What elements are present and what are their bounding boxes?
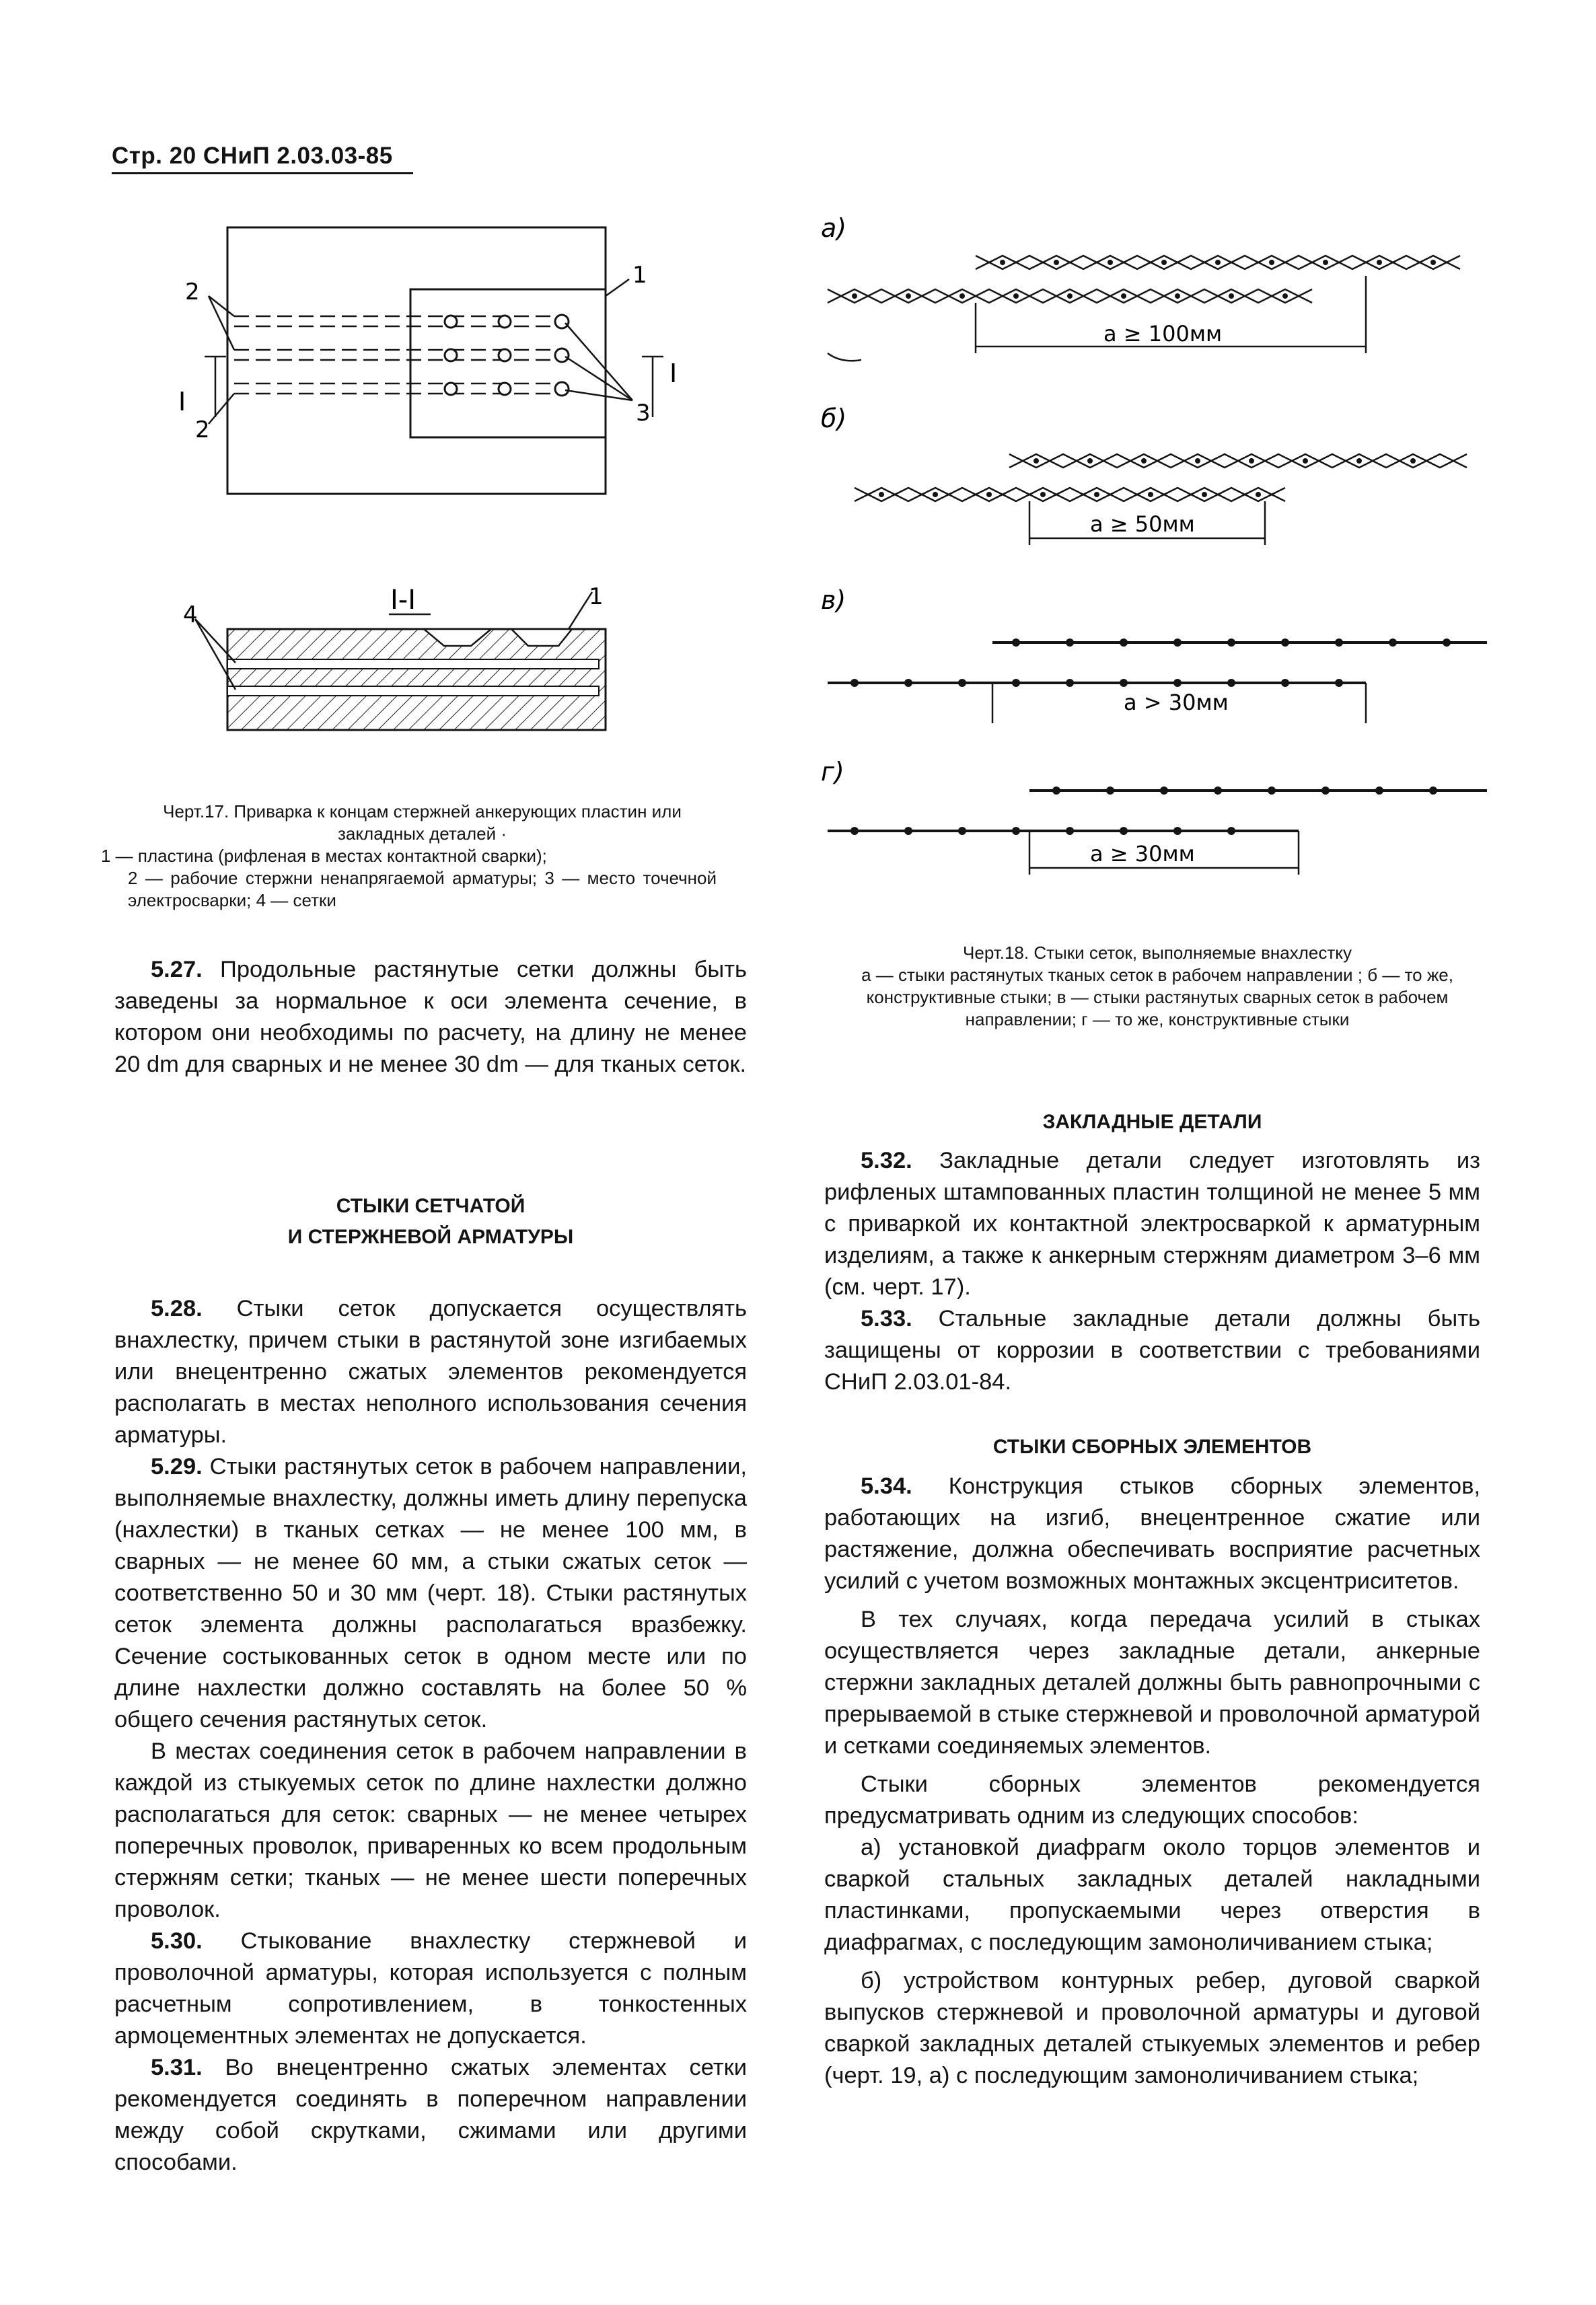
paragraph-number: 5.32. [861, 1148, 912, 1173]
section-mark-left: I [178, 387, 186, 416]
figure-18-caption [824, 942, 1490, 1031]
dim-v: a > 30мм [1124, 690, 1229, 715]
section-title: I-I [390, 585, 416, 616]
panel-label-g: г) [821, 757, 844, 786]
paragraph-5-27 [114, 954, 747, 1081]
label-3: 3 [636, 400, 651, 427]
paragraph-5-34-c: Стыки сборных элементов рекомендуется предусматривать одним из следующих способов: [824, 1771, 1480, 1829]
paragraph-text: Стальные закладные детали должны быть защищены от коррозии в соответствии с требованиями СНиП 2.03.01-84. [824, 1306, 1480, 1395]
label-1-section: 1 [589, 583, 604, 610]
figure-18-drawing [807, 202, 1500, 915]
figure-17-drawing [161, 215, 700, 740]
paragraph-text: Стыкование внахлестку стержневой и проволочной арматуры, которая используется с полным расчетным сопротивлением, в тонкостенных армоцементных элементах не допускается. [114, 1928, 747, 2049]
paragraph-5-34-e: б) устройством контурных ребер, дуговой сваркой выпусков стержневой и проволочной арматуры и дуговой сваркой закладных деталей стыкуемых элементов и ребер (черт. 19, а) с последующим замоноличиванием стыка; [824, 1968, 1480, 2088]
label-2-top: 2 [185, 279, 200, 305]
paragraph-5-34 [824, 1471, 1480, 1597]
figure-17-caption-item-1: 1 — пластина (рифленая в местах контактной сварки); [101, 846, 547, 866]
label-1: 1 [632, 262, 647, 289]
heading-line-1: СТЫКИ СЕТЧАТОЙ [336, 1195, 525, 1217]
paragraph-5-31 [114, 2052, 747, 2179]
dim-g: a ≥ 30мм [1090, 841, 1195, 867]
figure-18-caption-body: а — стыки растянутых тканых сеток в рабочем направлении ; б — то же, конструктивные стыки; в — стыки растянутых сварных сеток в рабочем направлении; г — то же, конструктивные стыки [861, 965, 1453, 1029]
paragraph-text: Закладные детали следует изготовлять из рифленых штампованных пластин толщиной не менее 5 мм с приваркой их контактной электросваркой к арматурным изделиям, а также к анкерным стержням диаметром 3–6 мм (см. черт. 17). [824, 1148, 1480, 1300]
label-4: 4 [183, 601, 198, 628]
section-heading-precast-joints: СТЫКИ СБОРНЫХ ЭЛЕМЕНТОВ [992, 1436, 1312, 1458]
paragraph-number: 5.31. [151, 2055, 203, 2080]
paragraph-text: Во внецентренно сжатых элементах сетки рекомендуется соединять в поперечном направлении между собой скрутками, сжимами или другими способами. [114, 2055, 747, 2175]
section-mark-right: I [669, 359, 678, 388]
paragraph-5-28 [114, 1293, 747, 1451]
panel-label-v: в) [821, 585, 846, 615]
paragraph-5-30 [114, 1926, 747, 2052]
figure-18-caption-title: Черт.18. Стыки сеток, выполняемые внахлестку [963, 943, 1352, 963]
paragraph-5-29 [114, 1451, 747, 1736]
section-heading-embedded-parts: ЗАКЛАДНЫЕ ДЕТАЛИ [1042, 1111, 1262, 1133]
paragraph-text: Стыки сеток допускается осуществлять внахлестку, причем стыки в растянутой зоне изгибаемых или внецентренно сжатых элементов рекомендуется располагать в местах неполного использования сечения арматуры. [114, 1296, 747, 1448]
paragraph-number: 5.28. [151, 1296, 203, 1321]
panel-label-a: а) [821, 213, 847, 243]
paragraph-text: Продольные растянутые сетки должны быть заведены за нормальное к оси элемента сечение, в котором они необходимы по расчету, на длину не менее 20 dm для сварных и не менее 30 dm — для тканых сеток. [114, 957, 747, 1077]
paragraph-number: 5.34. [861, 1473, 912, 1499]
heading-line-2: И СТЕРЖНЕВОЙ АРМАТУРЫ [287, 1226, 574, 1248]
paragraph-text: Стыки растянутых сеток в рабочем направлении, выполняемые внахлестку, должны иметь длину перепуска (нахлестки) в тканых сетках — не менее 100 мм, в сварных — не менее 60 мм, а стыки сжатых сеток — соответственно 50 и 30 мм (черт. 18). Стыки растянутых сеток элемента должны располагаться вразбежку. Сечение состыкованных сеток в одном месте или по длине нахлестки должно составлять на более 50 % общего сечения растянутых сеток. [114, 1454, 747, 1732]
figure-17-caption-item-2: 2 — рабочие стержни ненапрягаемой арматуры; 3 — место точечной электросварки; 4 — сетки [128, 868, 717, 910]
header-rule [112, 172, 413, 174]
paragraph-number: 5.30. [151, 1928, 203, 1954]
paragraph-5-33 [824, 1303, 1480, 1398]
label-2-bottom: 2 [195, 416, 210, 443]
paragraph-5-34-b: В тех случаях, когда передача усилий в стыках осуществляется через закладные детали, анкерные стержни закладных деталей должны быть равнопрочными с прерываемой в стыке стержневой и проволочной арматурой и сетками соединяемых элементов. [824, 1607, 1480, 1759]
dim-a: a ≥ 100мм [1103, 321, 1223, 346]
panel-label-b: б) [821, 404, 847, 433]
paragraph-number: 5.29. [151, 1454, 203, 1479]
page-header: Стр. 20 СНиП 2.03.03-85 [112, 143, 393, 169]
right-column-body-2 [824, 1471, 1480, 2092]
section-heading-joints [114, 1191, 747, 1253]
paragraph-number: 5.27. [151, 957, 203, 982]
left-column-body [114, 1293, 747, 2179]
figure-17-caption-title: Черт.17. Приварка к концам стержней анкерующих пластин или закладных деталей · [163, 801, 682, 844]
figure-17-caption [101, 801, 743, 912]
paragraph-5-29-b: В местах соединения сеток в рабочем направлении в каждой из стыкуемых сеток по длине нахлестки должно располагаться для сеток: сварных — не менее четырех поперечных проволок, приваренных ко всем продольным стержням сетки; тканых — не менее шести поперечных проволок. [114, 1739, 747, 1922]
right-column-body-1 [824, 1145, 1480, 1398]
left-column [114, 954, 747, 1081]
dim-b: a ≥ 50мм [1090, 511, 1195, 537]
paragraph-number: 5.33. [861, 1306, 912, 1331]
paragraph-text: Конструкция стыков сборных элементов, работающих на изгиб, внецентренное сжатие или растяжение, должна обеспечивать восприятие расчетных усилий с учетом возможных монтажных эксцентриситетов. [824, 1473, 1480, 1594]
paragraph-5-34-d: а) установкой диафрагм около торцов элементов и сваркой стальных закладных деталей накладными пластинками, пропускаемыми через отверстия в диафрагмах, с последующим замоноличиванием стыка; [824, 1835, 1480, 1955]
paragraph-5-32 [824, 1145, 1480, 1303]
